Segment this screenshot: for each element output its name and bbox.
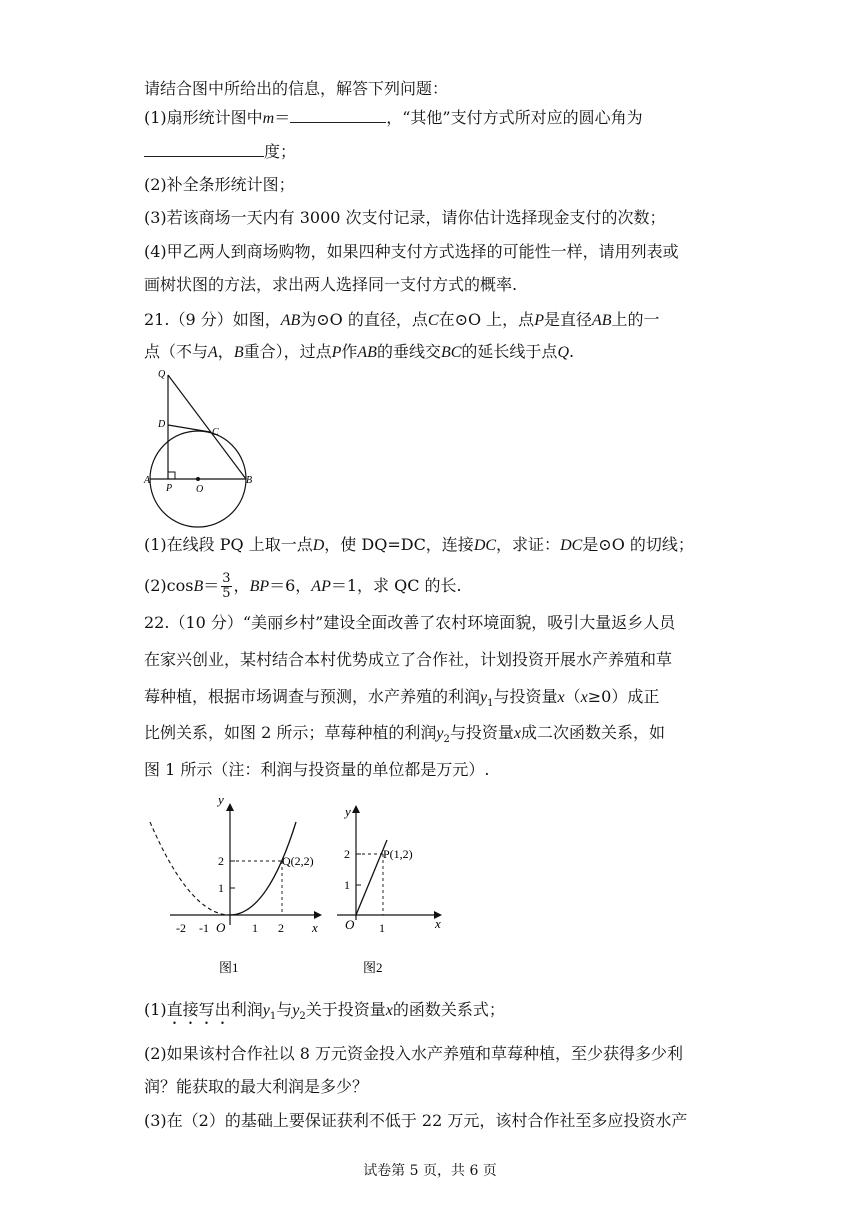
q22-part2-cont: 润？能获取的最大利润是多少？ [144,1077,369,1096]
answer-blank [144,140,264,157]
label-o: O [196,484,204,495]
q21-part2: (2)cosB＝ $\frac{3}{5}$ ，BP＝6，AP＝1，求 QC 的长. [144,571,462,601]
fig1-parabola-left-dashed [150,822,230,915]
q22-stem-line2: 在家兴创业，某村结合本村优势成立了合作社，计划投资开展水产养殖和草 [144,650,673,669]
q20-part3: (3)若该商场一天内有 3000 次支付记录，请你估计选择现金支付的次数； [144,208,666,227]
q20-part1-cont: 度； [144,140,296,163]
q20-part4-cont: 画树状图的方法，求出两人选择同一支付方式的概率. [144,275,518,294]
answer-blank [290,106,386,123]
fig1-point-q-label: Q(2,2) [282,854,314,868]
q22-part2: (2)如果该村合作社以 8 万元资金投入水产养殖和草莓种植，至少获得多少利 [144,1044,684,1063]
fig2-tick-label-x-1: 1 [379,921,385,935]
fraction-3-5: $\frac{3}{5}$ [222,571,231,601]
fig2-yaxis-label: y [345,804,351,819]
figure-2-line [325,800,455,980]
page-footer: 试卷第 5 页，共 6 页 [363,1163,497,1179]
circle-tangent-figure [140,365,260,530]
label-c: C [212,427,219,438]
fig1-caption: 图1 [219,960,239,975]
q20-part4: (4)甲乙两人到商场购物，如果四种支付方式选择的可能性一样，请用列表或 [144,242,679,261]
fig1-tick-label-x-1: 1 [252,921,258,935]
q21-part1: (1)在线段 PQ 上取一点D，使 DQ=DC，连接DC，求证：DC是⊙O 的切线； [144,535,694,554]
fig1-tick-label-y-1: 1 [218,881,224,895]
label-p: P [166,483,173,494]
q20-intro: 请结合图中所给出的信息，解答下列问题： [144,79,449,98]
q20-part2: (2)补全条形统计图； [144,175,295,194]
segment-dc [168,425,210,432]
label-q: Q [158,369,166,380]
q22-stem-line3: 莓种植，根据市场调查与预测，水产养殖的利润$y_1$与投资量x（x≥0）成正 [144,687,660,710]
label-d: D [158,419,166,430]
label-a: A [144,475,151,486]
q22-part3: (3)在（2）的基础上要保证获利不低于 22 万元，该村合作社至多应投资水产 [144,1111,688,1130]
q22-stem-line1: 22.（10 分）“美丽乡村”建设全面改善了农村环境面貌，吸引大量返乡人员 [144,613,676,632]
right-angle-mark [168,472,175,479]
label-b: B [246,475,253,486]
q20-part1: (1)扇形统计图中m＝ ，“其他”支付方式所对应的圆心角为 [144,108,643,127]
fig1-tick-label-x-2: 2 [278,921,284,935]
q21-stem-line2: 点（不与A，B重合），过点P作AB的垂线交BC的延长线于点Q. [144,342,575,361]
fig2-tick-label-y-2: 2 [344,847,350,861]
fig1-parabola-right [230,822,296,915]
fig1-yaxis-label: y [218,792,224,807]
fig1-origin-label: O [216,920,226,935]
fig2-tick-label-y-1: 1 [344,878,350,892]
fig1-x-arrow [314,911,322,919]
fig2-point-p-label: P(1,2) [383,847,413,861]
fig1-tick-label-y-2: 2 [218,854,224,868]
fig2-caption: 图2 [363,960,383,975]
q22-stem-line5: 图 1 所示（注：利润与投资量的单位都是万元）. [144,760,490,779]
fig2-xaxis-label: x [435,916,441,931]
q22-part1: (1)直接写出利润$y_1$与$y_2$关于投资量x的函数关系式； [144,1000,505,1023]
q21-stem-line1: 21.（9 分）如图，AB为⊙O 的直径，点C在⊙O 上，点P是直径AB上的一 [144,310,660,329]
fig1-tick-label-x-neg1: -1 [199,921,209,935]
center-o-dot [196,477,200,481]
q22-stem-line4: 比例关系，如图 2 所示；草莓种植的利润$y_2$与投资量x成二次函数关系，如 [144,723,665,746]
fig1-xaxis-label: x [312,920,318,935]
fig1-tick-label-x-neg2: -2 [176,921,186,935]
fig2-y-arrow [352,805,360,813]
figure-1-parabola [140,790,340,980]
fig2-origin-label: O [345,917,355,932]
fig1-y-arrow [226,803,234,811]
